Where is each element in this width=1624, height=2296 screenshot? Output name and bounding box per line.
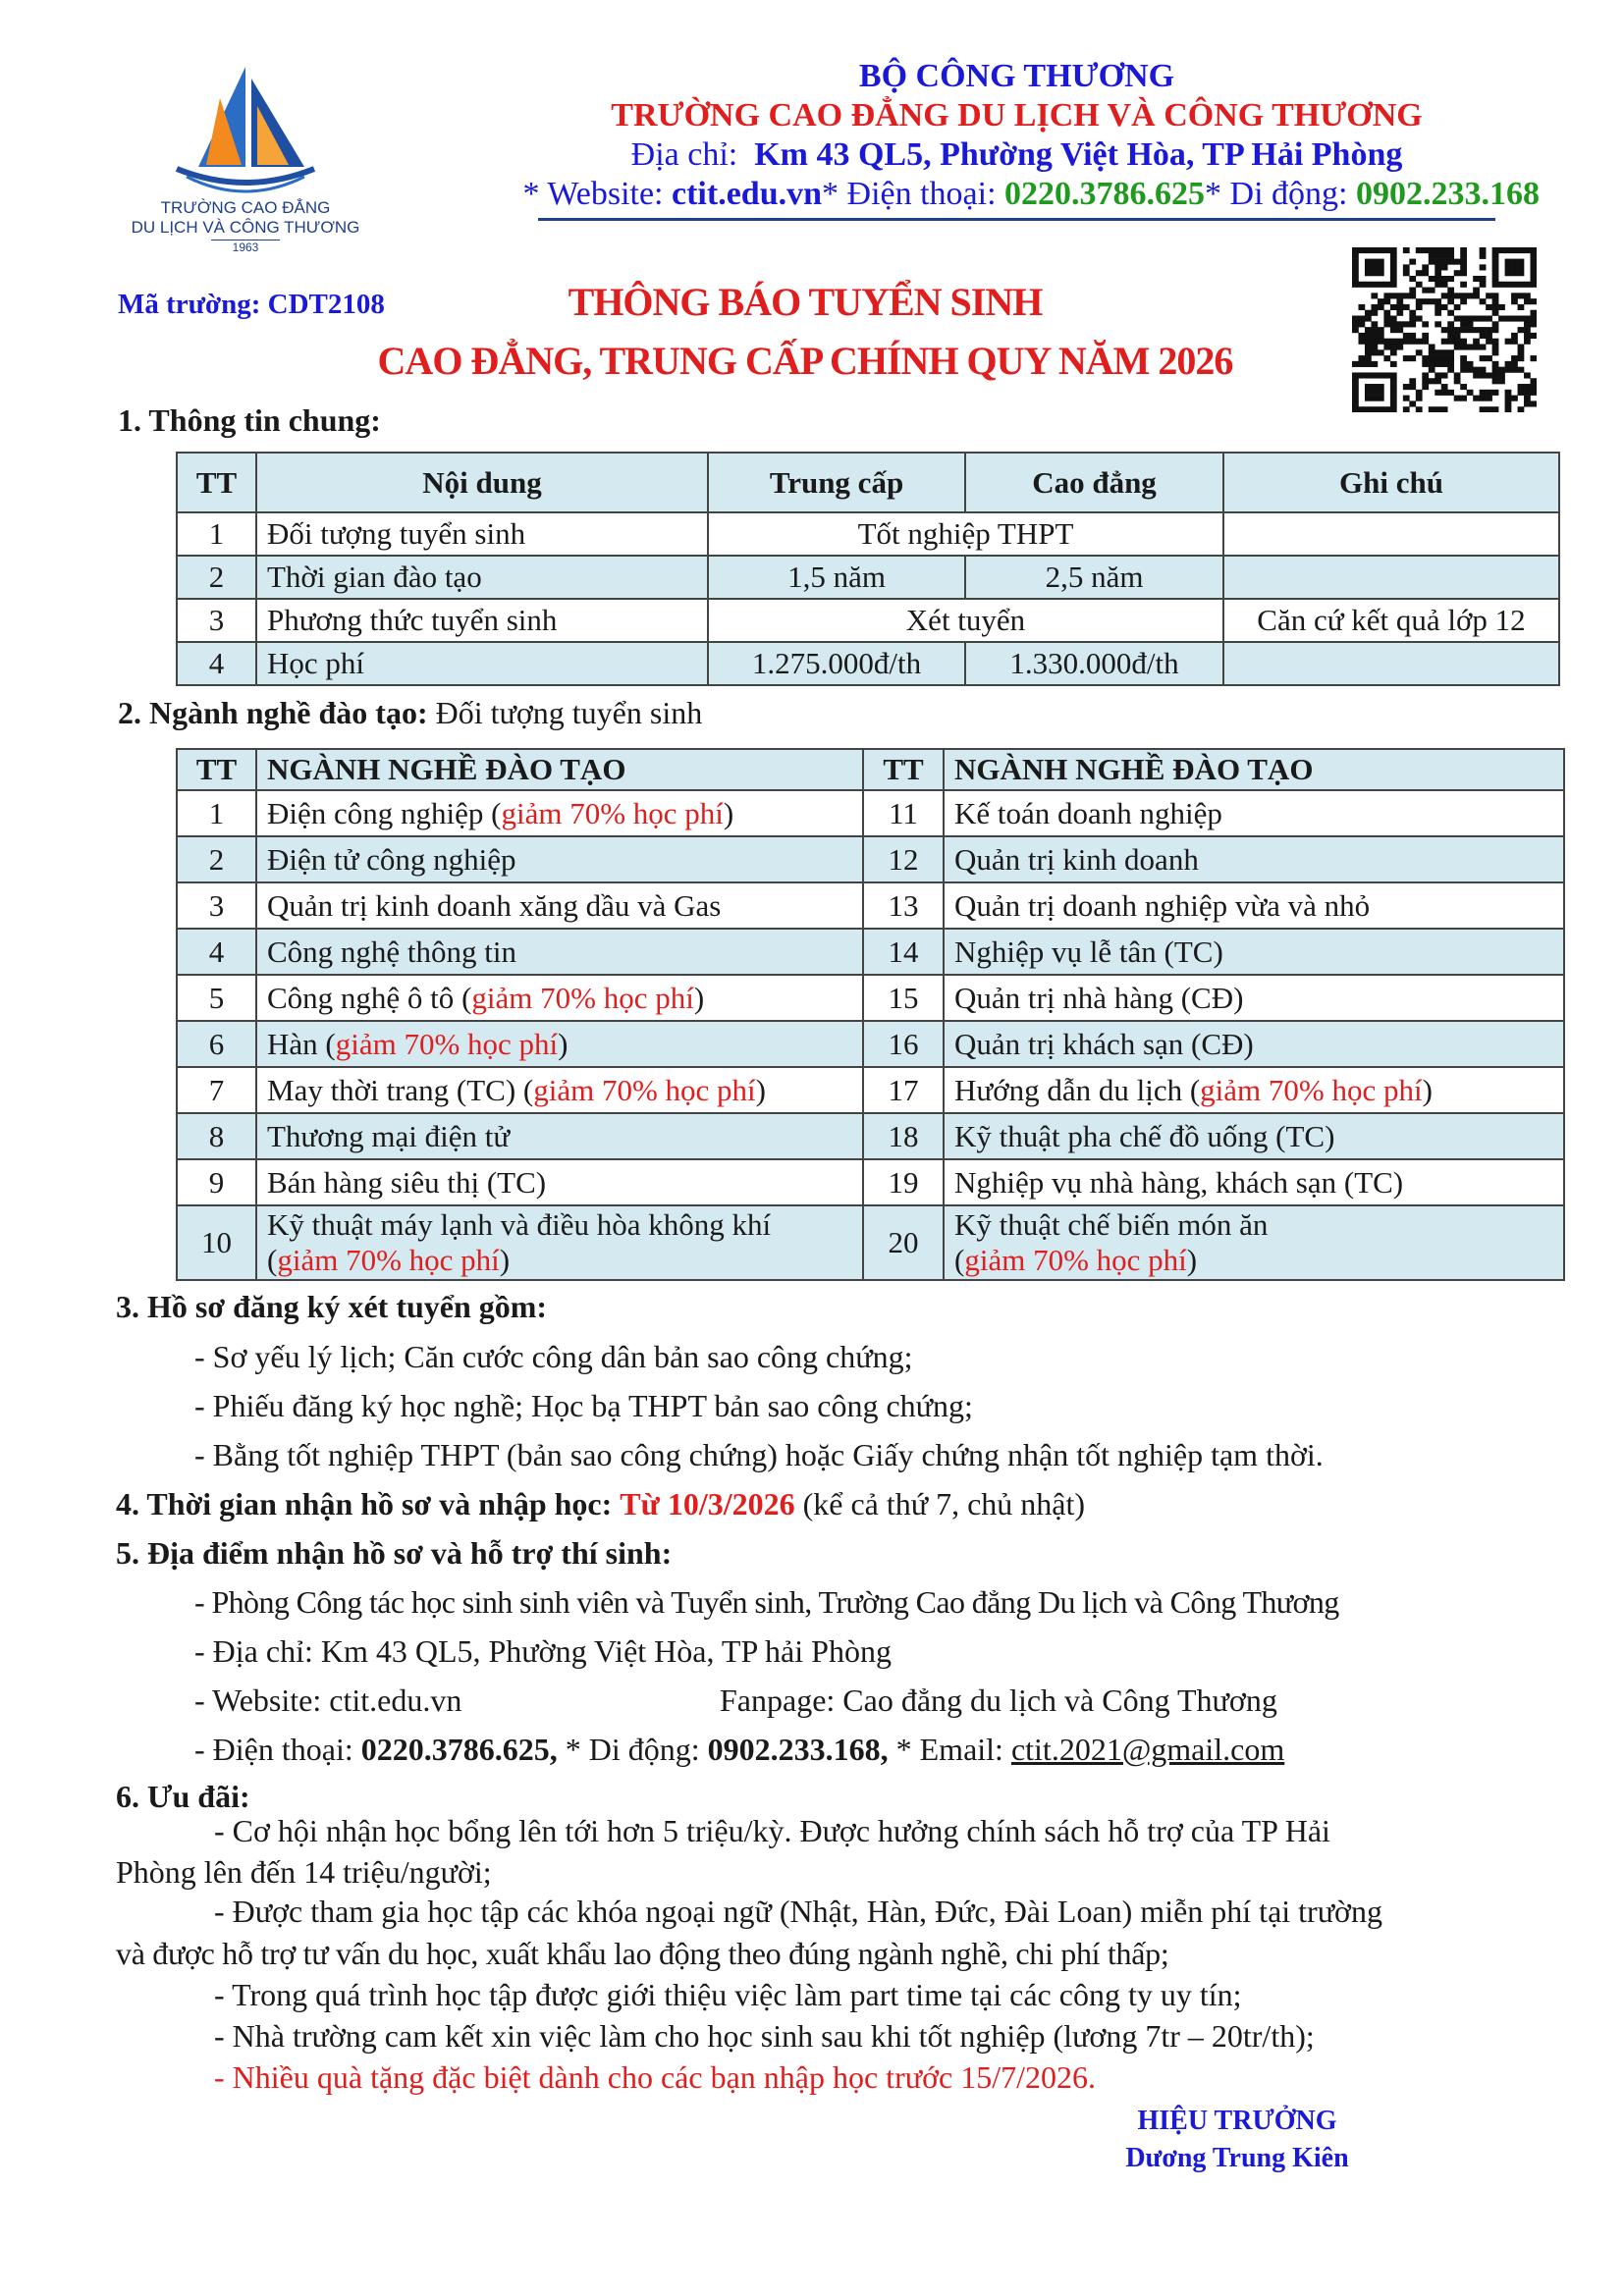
- intake-date: Từ 10/3/2026: [620, 1486, 795, 1522]
- section2-note: Đối tượng tuyển sinh: [435, 695, 703, 730]
- website-line[interactable]: - Website: ctit.edu.vn: [194, 1682, 462, 1718]
- cell-merged: Tốt nghiệp THPT: [708, 512, 1223, 556]
- school-code: Mã trường: CDT2108: [118, 289, 385, 320]
- cell-tt: 11: [863, 790, 944, 836]
- intake-note: (kể cả thứ 7, chủ nhật): [802, 1486, 1086, 1522]
- cell-merged: Xét tuyển: [708, 599, 1223, 642]
- table-row: [177, 599, 1559, 642]
- doc-item: - Bằng tốt nghiệp THPT (bản sao công chứng) hoặc Giấy chứng nhận tốt nghiệp tạm thời.: [194, 1437, 1324, 1472]
- address-label: Địa chỉ:: [630, 136, 738, 173]
- benefit-item-cont: và được hỗ trợ tư vấn du học, xuất khẩu lao động theo đúng ngành nghề, chi phí thấp;: [116, 1936, 1169, 1971]
- section2-heading: [118, 695, 702, 731]
- table-row: [177, 1021, 1564, 1067]
- cell-major: Thương mại điện tử: [256, 1113, 863, 1159]
- table-row: [177, 1205, 1564, 1280]
- cell-cd: 1.330.000đ/th: [965, 642, 1223, 685]
- table-row: [177, 556, 1559, 599]
- office-line: - Phòng Công tác học sinh sinh viên và Tuyển sinh, Trường Cao đẳng Du lịch và Công Thương: [194, 1584, 1339, 1620]
- cell-major: Quản trị kinh doanh xăng dầu và Gas: [256, 882, 863, 929]
- cell-tt: 6: [177, 1021, 256, 1067]
- section4-line: 4. Thời gian nhận hồ sơ và nhập học: Từ 10/3/2026 (kể cả thứ 7, chủ nhật): [116, 1486, 1086, 1522]
- col-tt-right: TT: [863, 749, 944, 790]
- cell-tt: 2: [177, 556, 256, 599]
- col-note: Ghi chú: [1223, 453, 1559, 512]
- cell-tt: 19: [863, 1159, 944, 1205]
- school-name: TRƯỜNG CAO ĐẲNG DU LỊCH VÀ CÔNG THƯƠNG: [611, 97, 1423, 133]
- cell-tt: 15: [863, 975, 944, 1021]
- phone-number[interactable]: 0220.3786.625: [1004, 176, 1206, 212]
- cell-tt: 18: [863, 1113, 944, 1159]
- cell-tt: 3: [177, 882, 256, 929]
- table-row: [177, 836, 1564, 882]
- ministry-name: BỘ CÔNG THƯƠNG: [858, 58, 1175, 94]
- cell-tc: 1.275.000đ/th: [708, 642, 965, 685]
- cell-major: Kỹ thuật chế biến món ăn (giảm 70% học phí): [944, 1205, 1564, 1280]
- email-label: * Email:: [895, 1732, 1003, 1767]
- general-info-table: [176, 452, 1560, 686]
- phone-label: * Điện thoại:: [822, 176, 997, 212]
- phone-number[interactable]: 0220.3786.625,: [360, 1732, 558, 1767]
- cell-tt: 4: [177, 642, 256, 685]
- table-header-row: [177, 749, 1564, 790]
- discount-tag: giảm 70% học phí: [964, 1243, 1187, 1277]
- school-logo: [131, 59, 360, 255]
- col-tc: Trung cấp: [708, 453, 965, 512]
- major-name: Điện công nghiệp: [267, 795, 484, 830]
- col-tt: TT: [177, 453, 256, 512]
- discount-tag: giảm 70% học phí: [471, 980, 694, 1015]
- discount-tag: giảm 70% học phí: [277, 1243, 500, 1277]
- cell-major: May thời trang (TC) (giảm 70% học phí): [256, 1067, 863, 1113]
- major-name: May thời trang (TC): [267, 1072, 516, 1107]
- benefit-item: - Cơ hội nhận học bổng lên tới hơn 5 triệu/kỳ. Được hưởng chính sách hỗ trợ của TP Hải: [214, 1813, 1330, 1848]
- phone-label: - Điện thoại:: [194, 1732, 353, 1767]
- table-row: [177, 512, 1559, 556]
- cell-tt: 14: [863, 929, 944, 975]
- mobile-label: * Di động:: [1205, 176, 1348, 212]
- mobile-number[interactable]: 0902.233.168,: [707, 1732, 889, 1767]
- table-row: [177, 882, 1564, 929]
- cell-major: Công nghệ ô tô (giảm 70% học phí): [256, 975, 863, 1021]
- table-row: [177, 642, 1559, 685]
- cell-content: Phương thức tuyển sinh: [256, 599, 708, 642]
- cell-tt: 1: [177, 790, 256, 836]
- qr-code[interactable]: [1352, 247, 1537, 412]
- section4-heading: 4. Thời gian nhận hồ sơ và nhập học: [116, 1486, 602, 1522]
- cell-major: Bán hàng siêu thị (TC): [256, 1159, 863, 1205]
- cell-tt: 4: [177, 929, 256, 975]
- cell-note: [1223, 642, 1559, 685]
- majors-table: [176, 748, 1565, 1281]
- signature-name: Dương Trung Kiên: [1125, 2143, 1349, 2173]
- cell-major: Hàn (giảm 70% học phí): [256, 1021, 863, 1067]
- header-contact: [440, 175, 1540, 214]
- cell-major: Quản trị doanh nghiệp vừa và nhỏ: [944, 882, 1564, 929]
- cell-major: Nghiệp vụ lễ tân (TC): [944, 929, 1564, 975]
- cell-major: Quản trị kinh doanh: [944, 836, 1564, 882]
- cell-note: [1223, 556, 1559, 599]
- col-major-right: NGÀNH NGHỀ ĐÀO TẠO: [944, 749, 1564, 790]
- section3-heading: 3. Hồ sơ đăng ký xét tuyển gồm:: [116, 1289, 548, 1324]
- cell-major: Kỹ thuật máy lạnh và điều hòa không khí (giảm 70% học phí): [256, 1205, 863, 1280]
- col-tt-left: TT: [177, 749, 256, 790]
- table-row: [177, 790, 1564, 836]
- benefit-item: - Trong quá trình học tập được giới thiệu việc làm part time tại các công ty uy tín;: [214, 1977, 1242, 2012]
- header-address: [538, 135, 1495, 175]
- contact-line: [194, 1732, 1284, 1768]
- doc-item: - Phiếu đăng ký học nghề; Học bạ THPT bản sao công chứng;: [194, 1388, 973, 1423]
- major-name: Công nghệ ô tô: [267, 980, 455, 1015]
- cell-major: Điện công nghiệp (giảm 70% học phí): [256, 790, 863, 836]
- table-row: [177, 1067, 1564, 1113]
- logo-text-1: TRƯỜNG CAO ĐẲNG: [160, 198, 331, 217]
- cell-major: Quản trị nhà hàng (CĐ): [944, 975, 1564, 1021]
- mobile-number[interactable]: 0902.233.168: [1356, 176, 1540, 212]
- mobile-label: * Di động:: [565, 1732, 700, 1767]
- cell-tt: 16: [863, 1021, 944, 1067]
- col-major-left: NGÀNH NGHỀ ĐÀO TẠO: [256, 749, 863, 790]
- email-link[interactable]: ctit.2021@gmail.com: [1010, 1732, 1285, 1767]
- notice-subtitle: CAO ĐẲNG, TRUNG CẤP CHÍNH QUY NĂM 2026: [377, 339, 1233, 383]
- table-row: [177, 1113, 1564, 1159]
- address-line: - Địa chỉ: Km 43 QL5, Phường Việt Hòa, TP hải Phòng: [194, 1633, 892, 1669]
- discount-tag: giảm 70% học phí: [501, 795, 724, 830]
- cell-major: Kế toán doanh nghiệp: [944, 790, 1564, 836]
- cell-tc: 1,5 năm: [708, 556, 965, 599]
- cell-tt: 9: [177, 1159, 256, 1205]
- cell-content: Học phí: [256, 642, 708, 685]
- cell-note: [1223, 512, 1559, 556]
- col-content: Nội dung: [256, 453, 708, 512]
- cell-tt: 12: [863, 836, 944, 882]
- cell-major: Quản trị khách sạn (CĐ): [944, 1021, 1564, 1067]
- signature-role: HIỆU TRƯỞNG: [1137, 2106, 1337, 2136]
- cell-major: Kỹ thuật pha chế đồ uống (TC): [944, 1113, 1564, 1159]
- major-name: Hướng dẫn du lịch: [954, 1072, 1183, 1107]
- cell-major: Công nghệ thông tin: [256, 929, 863, 975]
- benefit-item: - Được tham gia học tập các khóa ngoại ngữ (Nhật, Hàn, Đức, Đài Loan) miễn phí tại trường: [214, 1894, 1382, 1929]
- logo-year: 1963: [211, 240, 280, 254]
- major-name: Kỹ thuật máy lạnh và điều hòa không khí: [267, 1207, 772, 1242]
- cell-tt: 3: [177, 599, 256, 642]
- website-label: * Website:: [522, 176, 664, 212]
- cell-tt: 7: [177, 1067, 256, 1113]
- benefit-item: - Nhà trường cam kết xin việc làm cho học sinh sau khi tốt nghiệp (lương 7tr – 20tr/th);: [214, 2018, 1315, 2054]
- cell-tt: 20: [863, 1205, 944, 1280]
- table-header-row: [177, 453, 1559, 512]
- discount-tag: giảm 70% học phí: [533, 1072, 756, 1107]
- cell-tt: 5: [177, 975, 256, 1021]
- major-name: Hàn: [267, 1026, 318, 1061]
- section2-title: 2. Ngành nghề đào tạo:: [118, 695, 428, 730]
- cell-major: Điện tử công nghiệp: [256, 836, 863, 882]
- discount-tag: giảm 70% học phí: [335, 1026, 559, 1061]
- table-row: [177, 1159, 1564, 1205]
- table-row: [177, 929, 1564, 975]
- col-cd: Cao đẳng: [965, 453, 1223, 512]
- cell-tt: 1: [177, 512, 256, 556]
- cell-major: Nghiệp vụ nhà hàng, khách sạn (TC): [944, 1159, 1564, 1205]
- header-divider: [538, 218, 1495, 221]
- cell-content: Đối tượng tuyển sinh: [256, 512, 708, 556]
- cell-note: Căn cứ kết quả lớp 12: [1223, 599, 1559, 642]
- section1-heading: 1. Thông tin chung:: [118, 402, 381, 438]
- website-link[interactable]: ctit.edu.vn: [672, 176, 823, 212]
- cell-tt: 10: [177, 1205, 256, 1280]
- table-row: [177, 975, 1564, 1021]
- doc-item: - Sơ yếu lý lịch; Căn cước công dân bản sao công chứng;: [194, 1339, 913, 1374]
- cell-tt: 17: [863, 1067, 944, 1113]
- logo-text-2: DU LỊCH VÀ CÔNG THƯƠNG: [131, 218, 360, 237]
- major-name: Kỹ thuật chế biến món ăn: [954, 1207, 1269, 1242]
- cell-major: Hướng dẫn du lịch (giảm 70% học phí): [944, 1067, 1564, 1113]
- cell-cd: 2,5 năm: [965, 556, 1223, 599]
- benefit-item-highlight: - Nhiều quà tặng đặc biệt dành cho các bạn nhập học trước 15/7/2026.: [214, 2059, 1096, 2095]
- cell-tt: 8: [177, 1113, 256, 1159]
- cell-content: Thời gian đào tạo: [256, 556, 708, 599]
- cell-tt: 13: [863, 882, 944, 929]
- address-value: Km 43 QL5, Phường Việt Hòa, TP Hải Phòng: [754, 136, 1403, 173]
- discount-tag: giảm 70% học phí: [1200, 1072, 1423, 1107]
- cell-tt: 2: [177, 836, 256, 882]
- section5-heading: 5. Địa điểm nhận hồ sơ và hỗ trợ thí sinh:: [116, 1535, 673, 1571]
- benefit-item-cont: Phòng lên đến 14 triệu/người;: [116, 1854, 492, 1890]
- notice-title: THÔNG BÁO TUYỂN SINH: [568, 280, 1043, 324]
- fanpage-line[interactable]: Fanpage: Cao đẳng du lịch và Công Thương: [720, 1682, 1277, 1718]
- section6-heading: 6. Ưu đãi:: [116, 1779, 250, 1814]
